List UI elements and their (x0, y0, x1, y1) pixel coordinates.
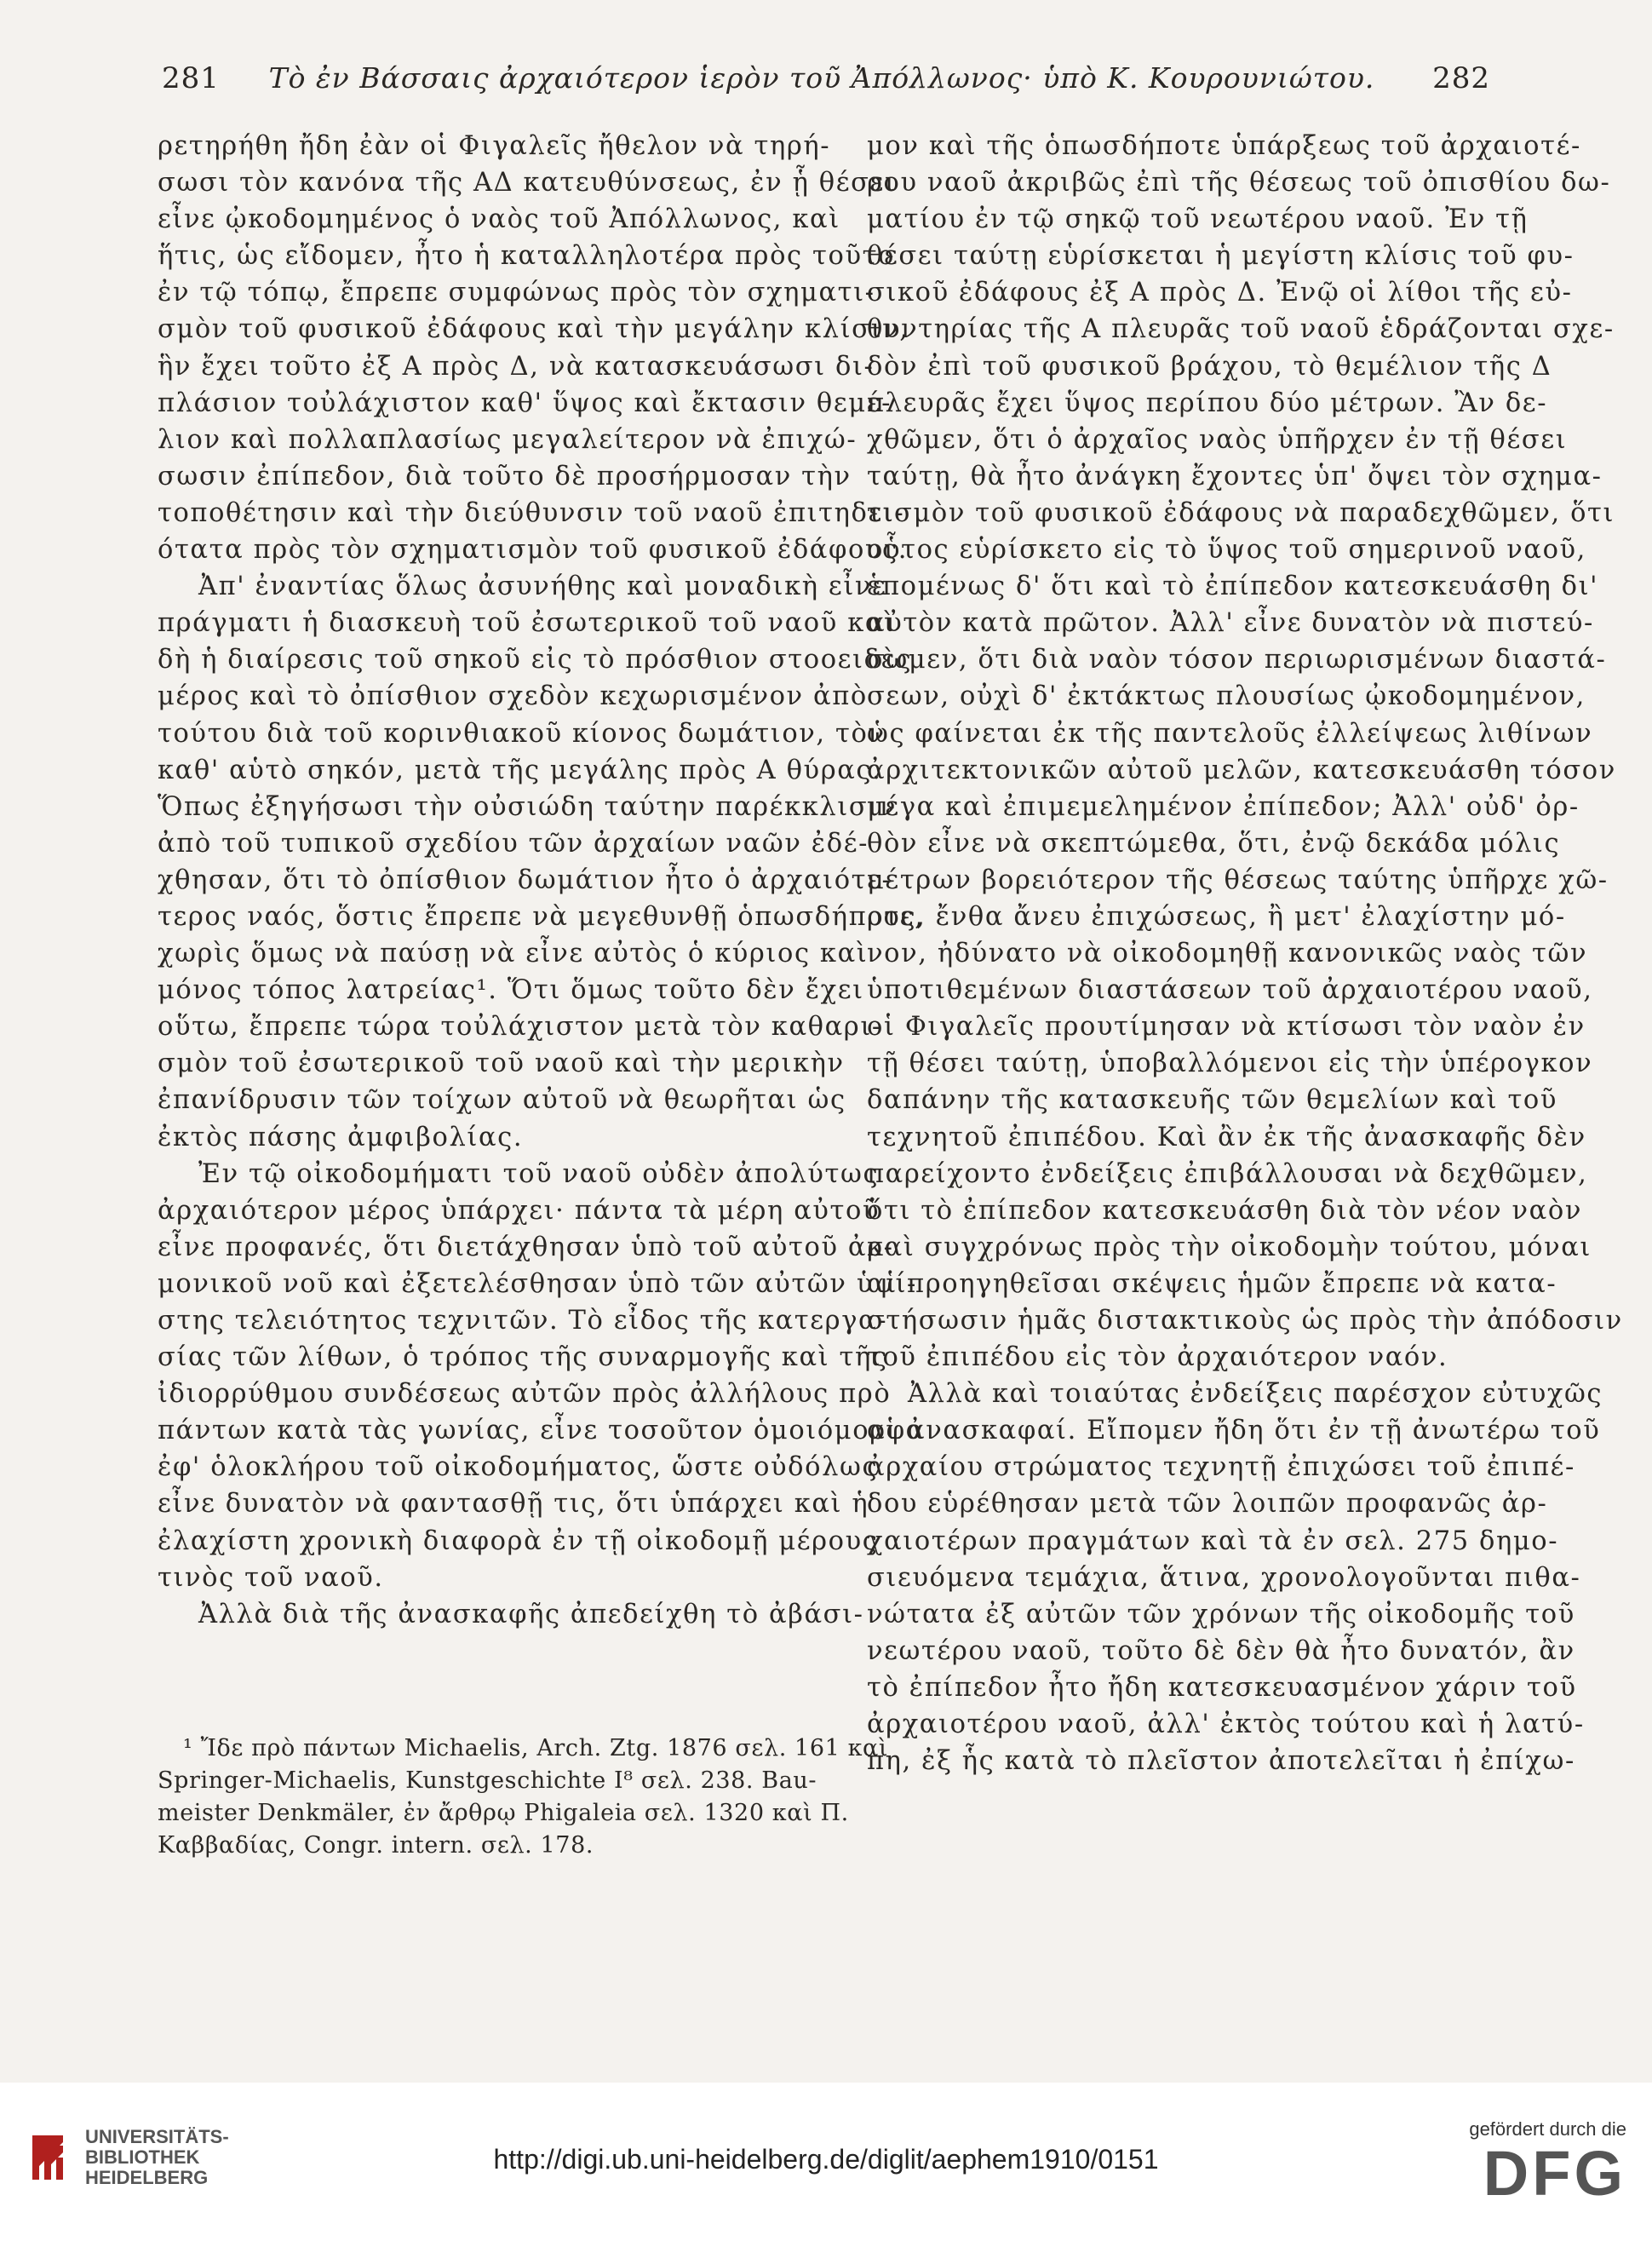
text-line: χωρὶς ὅμως νὰ παύσῃ νὰ εἶνε αὐτὸς ὁ κύριος καὶ (158, 939, 869, 969)
text-line: ἣν ἔχει τοῦτο ἐξ Α πρὸς Δ, νὰ κατασκευάσωσι δι- (158, 351, 875, 382)
text-line: καὶ συγχρόνως πρὸς τὴν οἰκοδομὴν τούτου, μόναι (867, 1232, 1592, 1262)
text-line: Ἐν τῷ οἰκοδομήματι τοῦ ναοῦ οὐδὲν ἀπολύτως (198, 1158, 880, 1189)
university-name-line: BIBLIOTHEK (85, 2146, 200, 2168)
text-line: ὅτι τὸ ἐπίπεδον κατεσκευάσθη διὰ τὸν νέον ναὸν (867, 1195, 1582, 1226)
text-line: τινὸς τοῦ ναοῦ. (158, 1562, 384, 1593)
text-line: οἱ Φιγαλεῖς προυτίμησαν νὰ κτίσωσι τὸν ναὸν ἐν (867, 1012, 1586, 1043)
footer-band (0, 2083, 1652, 2241)
running-header (153, 61, 1490, 104)
text-line: ἀρχιτεκτονικῶν αὐτοῦ μελῶν, κατεσκευάσθη τόσον (867, 755, 1616, 785)
text-line: ἐφ' ὁλοκλήρου τοῦ οἰκοδομήματος, ὥστε οὐδόλως (158, 1452, 879, 1483)
dfg-logo: DFG (1483, 2138, 1626, 2209)
university-name-line: HEIDELBERG (85, 2167, 209, 2188)
text-line: Ὅπως ἐξηγήσωσι τὴν οὐσιώδη ταύτην παρέκκλισιν (158, 791, 897, 822)
text-line: τισμὸν τοῦ φυσικοῦ ἐδάφους νὰ παραδεχθῶμεν, ὅτι (867, 497, 1615, 528)
text-line: ἐκτὸς πάσης ἀμφιβολίας. (158, 1122, 524, 1152)
text-line: τὸ ἐπίπεδον ἦτο ἤδη κατεσκευασμένον χάριν τοῦ (867, 1672, 1577, 1703)
text-line: μονικοῦ νοῦ καὶ ἐξετελέσθησαν ὑπὸ τῶν αὐτῶν ὑψί- (158, 1268, 917, 1299)
text-line: ἀρχαιότερον μέρος ὑπάρχει· πάντα τὰ μέρη αὐτοῦ (158, 1195, 880, 1226)
text-line: καθ' αὑτὸ σηκόν, μετὰ τῆς μεγάλης πρὸς Α θύρας. (158, 755, 882, 785)
text-line: meister Denkmäler, ἐν ἄρθρῳ Phigaleia σελ. 1320 καὶ Π. (158, 1800, 849, 1826)
text-line: σωμεν, ὅτι διὰ ναὸν τόσον περιωρισμένων διαστά- (867, 645, 1607, 675)
text-line: Ἀπ' ἐναντίας ὅλως ἀσυνήθης καὶ μοναδικὴ εἶνε (198, 572, 887, 602)
text-line: μέρος καὶ τὸ ὀπίσθιον σχεδὸν κεχωρισμένον ἀπὸ (158, 681, 868, 712)
text-line: τούτου διὰ τοῦ κορινθιακοῦ κίονος δωμάτιον, τὸν (158, 718, 886, 749)
text-line: Ἀλλὰ διὰ τῆς ἀνασκαφῆς ἀπεδείχθη τὸ ἀβάσι- (198, 1599, 864, 1629)
text-line: Ἀλλὰ καὶ τοιαύτας ἐνδείξεις παρέσχον εὐτυχῶς (908, 1379, 1603, 1410)
text-line: ταύτῃ, θὰ ἦτο ἀνάγκη ἔχοντες ὑπ' ὄψει τὸν σχημα- (867, 461, 1603, 491)
text-line: Springer-Michaelis, Kunstgeschichte I⁸ σελ. 238. Bau- (158, 1767, 817, 1794)
text-line: στήσωσιν ἡμᾶς διστακτικοὺς ὡς πρὸς τὴν ἀπόδοσιν (867, 1306, 1623, 1336)
text-line: ἑπομένως δ' ὅτι καὶ τὸ ἐπίπεδον κατεσκευάσθη δι' (867, 572, 1599, 602)
text-line: μον καὶ τῆς ὁπωσδήποτε ὑπάρξεως τοῦ ἀρχαιοτέ- (867, 131, 1581, 161)
text-line: δὴ ἡ διαίρεσις τοῦ σηκοῦ εἰς τὸ πρόσθιον στοοειδὲς (158, 645, 913, 675)
text-line: τῇ θέσει ταύτῃ, ὑποβαλλόμενοι εἰς τὴν ὑπέρογκον (867, 1049, 1593, 1079)
text-line: εἶνε προφανές, ὅτι διετάχθησαν ὑπὸ τοῦ αὐτοῦ ἀρ- (158, 1232, 894, 1262)
text-line: αὐτὸν κατὰ πρῶτον. Ἀλλ' εἶνε δυνατὸν νὰ πιστεύ- (867, 608, 1594, 639)
text-line: ἥτις, ὡς εἴδομεν, ἦτο ἡ καταλληλοτέρα πρὸς τοῦτο (158, 241, 896, 272)
text-line: λιον καὶ πολλαπλασίως μεγαλείτερον νὰ ἐπιχώ- (158, 424, 858, 455)
text-line: αἱ προηγηθεῖσαι σκέψεις ἡμῶν ἔπρεπε νὰ κατα- (867, 1268, 1557, 1299)
text-line: πλευρᾶς ἔχει ὕψος περίπου δύο μέτρων. Ἂν δε- (867, 388, 1548, 418)
running-title: Τὸ ἐν Βάσσαις ἀρχαιότερον ἱερὸν τοῦ Ἀπόλλωνος· ὑπὸ Κ. Κουρουνιώτου. (268, 61, 1375, 95)
text-line: ¹ Ἴδε πρὸ πάντων Michaelis, Arch. Ztg. 1876 σελ. 161 καὶ (183, 1735, 889, 1761)
text-line: δου εὑρέθησαν μετὰ τῶν λοιπῶν προφανῶς ἀρ- (867, 1489, 1548, 1520)
text-line: εἶνε ᾠκοδομημένος ὁ ναὸς τοῦ Ἀπόλλωνος, καὶ (158, 204, 840, 235)
text-line: ἀρχαιοτέρου ναοῦ, ἀλλ' ἐκτὸς τούτου καὶ ἡ λατύ- (867, 1709, 1585, 1740)
text-line: μέτρων βορειότερον τῆς θέσεως ταύτης ὑπῆρχε χῶ- (867, 865, 1609, 895)
text-line: νον, ἠδύνατο νὰ οἰκοδομηθῇ κανονικῶς ναὸς τῶν (867, 939, 1588, 969)
text-line: μέγα καὶ ἐπιμεμελημένον ἐπίπεδον; Ἀλλ' οὐδ' ὀρ- (867, 791, 1580, 822)
text-line: ρος, ἔνθα ἄνευ ἐπιχώσεως, ἢ μετ' ἐλαχίστην μό- (867, 901, 1566, 932)
text-line: πάντων κατὰ τὰς γωνίας, εἶνε τοσοῦτον ὁμοιόμορφα (158, 1416, 925, 1446)
permalink-url[interactable]: http://digi.ub.uni-heidelberg.de/diglit/aephem1910/0151 (493, 2144, 1159, 2175)
left-text-column (158, 128, 925, 1633)
text-line: σιευόμενα τεμάχια, ἅτινα, χρονολογοῦνται πιθα- (867, 1562, 1581, 1593)
text-line: σικοῦ ἐδάφους ἐξ Α πρὸς Δ. Ἐνῷ οἱ λίθοι τῆς εὐ- (867, 278, 1573, 308)
text-line: τοῦ ἐπιπέδου εἰς τὸν ἀρχαιότερον ναόν. (867, 1342, 1448, 1373)
text-line: δὸν ἐπὶ τοῦ φυσικοῦ βράχου, τὸ θεμέλιον τῆς Δ (867, 351, 1552, 382)
footnotes (158, 1732, 889, 1862)
text-line: σίας τῶν λίθων, ὁ τρόπος τῆς συναρμογῆς καὶ τῆς (158, 1342, 888, 1373)
text-line: θυντηρίας τῆς Α πλευρᾶς τοῦ ναοῦ ἑδράζονται σχε- (867, 314, 1615, 345)
text-line: ὑποτιθεμένων διαστάσεων τοῦ ἀρχαιοτέρου ναοῦ, (867, 975, 1593, 1006)
text-line: σωσιν ἐπίπεδον, διὰ τοῦτο δὲ προσήρμοσαν τὴν (158, 461, 852, 491)
text-line: σμὸν τοῦ φυσικοῦ ἐδάφους καὶ τὴν μεγάλην κλίσιν, (158, 314, 909, 345)
text-line: οὕτω, ἔπρεπε τώρα τοὐλάχιστον μετὰ τὸν καθαρι- (158, 1012, 882, 1043)
text-line: στης τελειότητος τεχνιτῶν. Τὸ εἶδος τῆς κατεργα- (158, 1306, 888, 1336)
text-line: μόνος τόπος λατρείας¹. Ὅτι ὅμως τοῦτο δὲν ἔχει (158, 975, 864, 1006)
text-line: ἀρχαίου στρώματος τεχνητῇ ἐπιχώσει τοῦ ἐπιπέ- (867, 1452, 1575, 1483)
text-line: ότατα πρὸς τὸν σχηματισμὸν τοῦ φυσικοῦ ἐδάφους. (158, 535, 909, 566)
text-line: τεχνητοῦ ἐπιπέδου. Καὶ ἂν ἐκ τῆς ἀνασκαφῆς δὲν (867, 1122, 1586, 1152)
text-line: θὸν εἶνε νὰ σκεπτώμεθα, ὅτι, ἐνῷ δεκάδα μόλις (867, 828, 1561, 859)
text-line: ὡς φαίνεται ἐκ τῆς παντελοῦς ἐλλείψεως λιθίνων (867, 718, 1593, 749)
text-line: τοποθέτησιν καὶ τὴν διεύθυνσιν τοῦ ναοῦ ἐπιτηδει- (158, 497, 905, 528)
text-line: ἐλαχίστη χρονικὴ διαφορὰ ἐν τῇ οἰκοδομῇ μέρους (158, 1526, 879, 1556)
text-line: πλάσιον τοὐλάχιστον καθ' ὕψος καὶ ἔκτασιν θεμέ- (158, 388, 892, 418)
text-line: σμὸν τοῦ ἐσωτερικοῦ τοῦ ναοῦ καὶ τὴν μερικὴν (158, 1049, 845, 1079)
page-number-right: 282 (1432, 61, 1490, 95)
text-line: νεωτέρου ναοῦ, τοῦτο δὲ δὲν θὰ ἦτο δυνατόν, ἂν (867, 1635, 1575, 1666)
dfg-funding (1469, 2118, 1626, 2207)
text-line: πράγματι ἡ διασκευὴ τοῦ ἐσωτερικοῦ τοῦ ναοῦ καὶ (158, 608, 896, 639)
text-line: αἱ ἀνασκαφαί. Εἴπομεν ἤδη ὅτι ἐν τῇ ἀνωτέρω τοῦ (867, 1416, 1601, 1446)
text-line: ἰδιορρύθμου συνδέσεως αὐτῶν πρὸς ἀλλήλους πρὸ (158, 1379, 892, 1410)
page-number-left: 281 (162, 61, 220, 95)
text-line: πη, ἐξ ἧς κατὰ τὸ πλεῖστον ἀποτελεῖται ἡ ἐπίχω- (867, 1746, 1575, 1777)
text-line: θέσει ταύτῃ εὑρίσκεται ἡ μεγίστη κλίσις τοῦ φυ- (867, 241, 1575, 272)
text-line: σεων, οὐχὶ δ' ἐκτάκτως πλουσίως ᾠκοδομημένον, (867, 681, 1586, 712)
text-line: χθησαν, ὅτι τὸ ὀπίσθιον δωμάτιον ἦτο ὁ ἀρχαιότε- (158, 865, 892, 895)
text-line: ἐπανίδρυσιν τῶν τοίχων αὐτοῦ νὰ θεωρῆται ὡς (158, 1085, 846, 1116)
text-line: δαπάνην τῆς κατασκευῆς τῶν θεμελίων καὶ τοῦ (867, 1085, 1558, 1116)
text-line: παρείχοντο ἐνδείξεις ἐπιβάλλουσαι νὰ δεχθῶμεν, (867, 1158, 1588, 1189)
text-line: σωσι τὸν κανόνα τῆς ΑΔ κατευθύνσεως, ἐν ᾗ θέσει (158, 168, 897, 198)
text-line: νώτατα ἐξ αὐτῶν τῶν χρόνων τῆς οἰκοδομῆς τοῦ (867, 1599, 1575, 1629)
text-line: Καββαδίας, Congr. intern. σελ. 178. (158, 1832, 594, 1859)
funded-by-text: gefördert durch die (1469, 2118, 1626, 2140)
text-line: οὗτος εὑρίσκετο εἰς τὸ ὕψος τοῦ σημερινοῦ ναοῦ, (867, 535, 1586, 566)
text-line: ματίου ἐν τῷ σηκῷ τοῦ νεωτέρου ναοῦ. Ἐν τῇ (867, 204, 1529, 235)
university-name-line: UNIVERSITÄTS- (85, 2126, 229, 2147)
right-text-column (867, 128, 1623, 1779)
text-line: εἶνε δυνατὸν νὰ φαντασθῇ τις, ὅτι ὑπάρχει καὶ ἡ (158, 1489, 869, 1520)
text-line: ρου ναοῦ ἀκριβῶς ἐπὶ τῆς θέσεως τοῦ ὀπισθίου δω- (867, 168, 1611, 198)
text-line: ρετηρήθη ἤδη ἐὰν οἱ Φιγαλεῖς ἤθελον νὰ τηρή- (158, 131, 831, 161)
text-line: χαιοτέρων πραγμάτων καὶ τὰ ἐν σελ. 275 δημο- (867, 1526, 1559, 1556)
text-line: χθῶμεν, ὅτι ὁ ἀρχαῖος ναὸς ὑπῆρχεν ἐν τῇ θέσει (867, 424, 1568, 455)
text-line: ἐν τῷ τόπῳ, ἔπρεπε συμφώνως πρὸς τὸν σχηματι- (158, 278, 875, 308)
text-line: τερος ναός, ὅστις ἔπρεπε νὰ μεγεθυνθῇ ὁπωσδήποτε, (158, 901, 925, 932)
text-line: ἀπὸ τοῦ τυπικοῦ σχεδίου τῶν ἀρχαίων ναῶν ἐδέ- (158, 828, 869, 859)
